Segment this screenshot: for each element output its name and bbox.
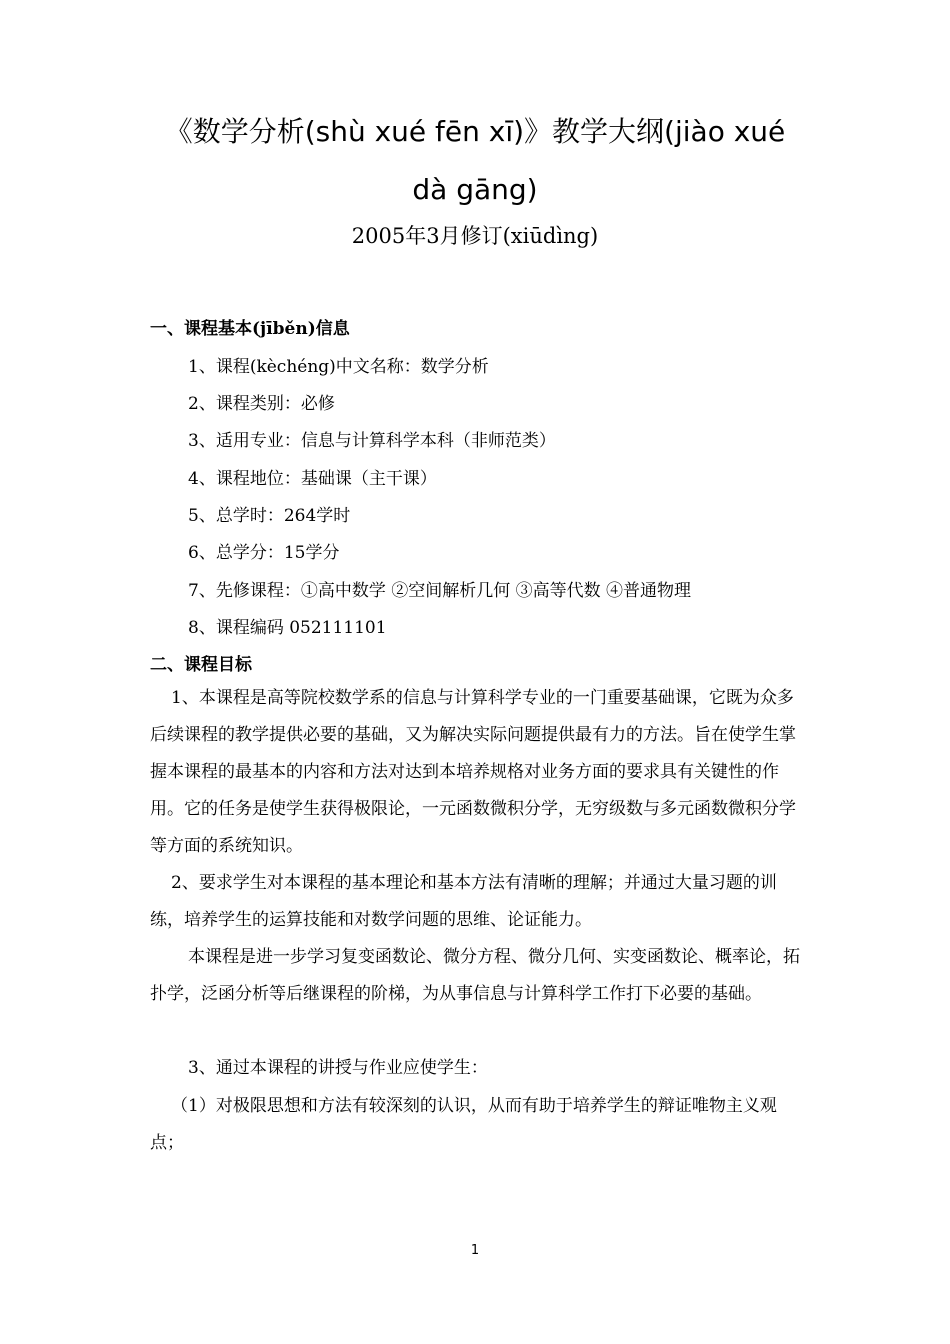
revision-date: 2005年3月修订(xiūdìng) [351,224,599,248]
info-item: 3、适用专业：信息与计算科学本科（非师范类） [188,431,556,451]
goal-paragraph-3: 本课程是进一步学习复变函数论、微分方程、微分几何、实变函数论、概率论，拓扑学，泛函分析等后继课程的阶梯，为从事信息与计算科学工作打下必要的基础。 [150,947,800,1004]
goal-paragraph-2: 2、要求学生对本课程的基本理论和基本方法有清晰的理解；并通过大量习题的训练，培养学生的运算技能和对数学问题的思维、论证能力。 [150,873,777,930]
title-line-1: 《数学分析(shù xué fēn xī)》教学大纲(jiào xué [164,115,786,148]
goal-paragraph-4: 3、通过本课程的讲授与作业应使学生： [188,1058,488,1078]
info-item: 6、总学分：15学分 [188,543,340,563]
document-title [140,103,810,219]
section-heading-basic-info: 一、课程基本(jīběn)信息 [150,319,350,339]
info-item: 8、课程编码 052111101 [188,618,387,638]
title-line-2: dà gāng) [412,173,538,206]
info-item: 4、课程地位：基础课（主干课） [188,469,437,489]
goal-paragraph-1: 1、本课程是高等院校数学系的信息与计算科学专业的一门重要基础课，它既为众多后续课程的教学提供必要的基础，又为解决实际问题提供最有力的方法。旨在使学生掌握本课程的最基本的内容和方法对达到本培养规格对业务方面的要求具有关键性的作用。它的任务是使学生获得极限论，一元函数微积分学，无穷级数与多元函数微积分学等方面的系统知识。 [150,688,796,856]
page-number: 1 [470,1243,480,1258]
info-item: 7、先修课程：①高中数学 ②空间解析几何 ③高等代数 ④普通物理 [188,581,692,601]
info-item: 5、总学时：264学时 [188,506,351,526]
section-heading-course-goals: 二、课程目标 [150,655,252,675]
info-item: 1、课程(kèchéng)中文名称：数学分析 [188,357,489,377]
info-item: 2、课程类别：必修 [188,394,335,414]
goal-paragraph-5: （1）对极限思想和方法有较深刻的认识，从而有助于培养学生的辩证唯物主义观点； [150,1096,777,1153]
